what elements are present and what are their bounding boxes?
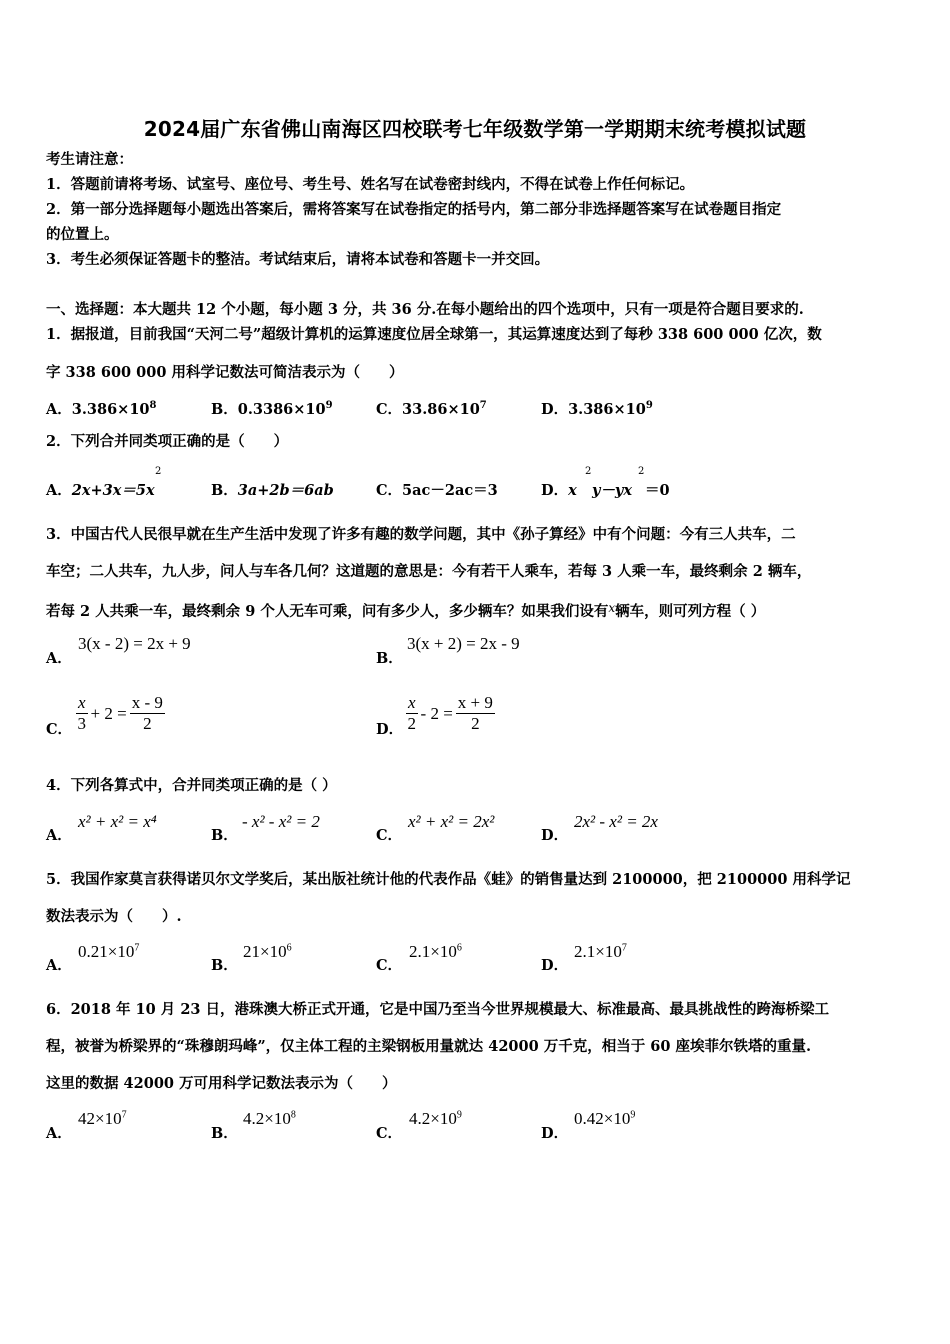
- q3-option-c-equation: $\frac{x}{3}$ + 2 = $\frac{x - 9}{2}$: [77, 693, 163, 733]
- q5-option-c-value: $2.1\times 10^6$: [409, 942, 462, 961]
- q4-option-b-label: B．: [211, 827, 238, 844]
- q6-option-b-value: $4.2\times 10^8$: [243, 1109, 296, 1128]
- q2-option-a: A．2x+3x＝5x: [46, 482, 155, 499]
- q6-option-c-value: $4.2\times 10^9$: [409, 1109, 462, 1128]
- section-heading: 一、选择题：本大题共 12 个小题，每小题 3 分，共 36 分.在每小题给出的四个选项中，只有一项是符合题目要求的.: [46, 301, 804, 318]
- q3-option-d-equation: $\frac{x}{2}$ - 2 = $\frac{x + 9}{2}$: [407, 693, 493, 733]
- question-2-stem: 2．下列合并同类项正确的是（ ）: [46, 433, 289, 450]
- q1-option-b: B．$0.3386\times 10^9$: [211, 400, 333, 418]
- q4-option-c-equation: x² + x² = 2x²: [408, 812, 495, 831]
- q1-option-d: D．$3.386\times 10^9$: [541, 400, 653, 418]
- q3-option-b-label: B．: [376, 650, 403, 667]
- q6-option-b-label: B．: [211, 1125, 238, 1142]
- q1-option-c: C．$33.86\times 10^7$: [376, 400, 487, 418]
- question-3-stem-cont: 车空；二人共车，九人步，问人与车各几何？这道题的意思是：今有若干人乘车，若每 3 人乘一车，最终剩余 2 辆车，: [46, 563, 812, 580]
- q5-option-b-label: B．: [211, 957, 238, 974]
- question-6-stem-cont: 程，被誉为桥梁界的“珠穆朗玛峰”，仅主体工程的主梁钢板用量就达 42000 万千克，相当于 60 座埃菲尔铁塔的重量.: [46, 1038, 812, 1055]
- q2-option-d: D．x: [541, 482, 577, 499]
- notice-item: 1．答题前请将考场、试室号、座位号、考生号、姓名写在试卷密封线内，不得在试卷上作任何标记。: [46, 176, 695, 193]
- question-3-stem-cont: 若每 2 人共乘一车，最终剩余 9 个人无车可乘，问有多少人，多少辆车？如果我们设有$^x$辆车，则可列方程（ ）: [46, 601, 766, 620]
- q3-option-d-label: D．: [376, 721, 404, 738]
- notice-item: 3．考生必须保证答题卡的整洁。考试结束后，请将本试卷和答题卡一并交回。: [46, 251, 550, 268]
- question-6-stem: 6．2018 年 10 月 23 日，港珠澳大桥正式开通，它是中国乃至当今世界规模最大、标准最高、最具挑战性的跨海桥梁工: [46, 1001, 830, 1018]
- q4-option-d-label: D．: [541, 827, 569, 844]
- q5-option-a-value: $0.21\times 10^7$: [78, 942, 140, 961]
- q5-option-c-label: C．: [376, 957, 403, 974]
- question-5-stem: 5．我国作家莫言获得诺贝尔文学奖后，某出版社统计他的代表作品《蛙》的销售量达到 2100000，把 2100000 用科学记: [46, 871, 851, 888]
- q2-option-d-middle: y－yx: [592, 482, 632, 499]
- q6-option-c-label: C．: [376, 1125, 403, 1142]
- page-title: 2024届广东省佛山南海区四校联考七年级数学第一学期期末统考模拟试题: [143, 117, 807, 141]
- q3-option-a-label: A．: [46, 650, 72, 667]
- q4-option-b-equation: - x² - x² = 2: [242, 812, 320, 831]
- q2-option-d-exponent-2: 2: [638, 466, 645, 477]
- q6-option-a-label: A．: [46, 1125, 72, 1142]
- q5-option-a-label: A．: [46, 957, 72, 974]
- q2-option-b: B．3a+2b＝6ab: [211, 482, 334, 499]
- q5-option-b-value: $21\times 10^6$: [243, 942, 292, 961]
- q4-option-a-label: A．: [46, 827, 72, 844]
- notice-item: 的位置上。: [46, 226, 119, 243]
- q5-option-d-value: $2.1\times 10^7$: [574, 942, 627, 961]
- q6-option-a-value: $42\times 10^7$: [78, 1109, 127, 1128]
- question-1-stem-cont: 字 338 600 000 用科学记数法可简洁表示为（ ）: [46, 364, 404, 381]
- q3-option-c-label: C．: [46, 721, 73, 738]
- q2-option-c: C．5ac－2ac＝3: [376, 482, 498, 499]
- q6-option-d-value: $0.42\times 10^9$: [574, 1109, 636, 1128]
- notice-heading: 考生请注意：: [46, 151, 133, 168]
- notice-item: 2．第一部分选择题每小题选出答案后，需将答案写在试卷指定的括号内，第二部分非选择题答案写在试卷题目指定: [46, 201, 782, 218]
- q2-option-d-end: ＝0: [645, 482, 670, 499]
- q2-option-a-exponent: 2: [155, 466, 162, 477]
- question-4-stem: 4．下列各算式中，合并同类项正确的是（ ）: [46, 777, 337, 794]
- q5-option-d-label: D．: [541, 957, 569, 974]
- question-1-stem: 1．据报道，目前我国“天河二号”超级计算机的运算速度位居全球第一，其运算速度达到了每秒 338 600 000 亿次，数: [46, 326, 822, 343]
- question-3-stem: 3．中国古代人民很早就在生产生活中发现了许多有趣的数学问题，其中《孙子算经》中有个问题：今有三人共车，二: [46, 526, 796, 543]
- question-6-stem-cont: 这里的数据 42000 万可用科学记数法表示为（ ）: [46, 1075, 397, 1092]
- q3-option-b-equation: 3(x + 2) = 2x - 9: [407, 634, 520, 653]
- q3-option-a-equation: 3(x - 2) = 2x + 9: [78, 634, 191, 653]
- q2-option-d-exponent-1: 2: [585, 466, 592, 477]
- q1-option-a: A．$3.386\times 10^8$: [46, 400, 157, 418]
- q6-option-d-label: D．: [541, 1125, 569, 1142]
- q4-option-a-equation: x² + x² = x⁴: [78, 812, 157, 831]
- question-5-stem-cont: 数法表示为（ ）.: [46, 908, 182, 925]
- q4-option-d-equation: 2x² - x² = 2x: [574, 812, 658, 831]
- q4-option-c-label: C．: [376, 827, 403, 844]
